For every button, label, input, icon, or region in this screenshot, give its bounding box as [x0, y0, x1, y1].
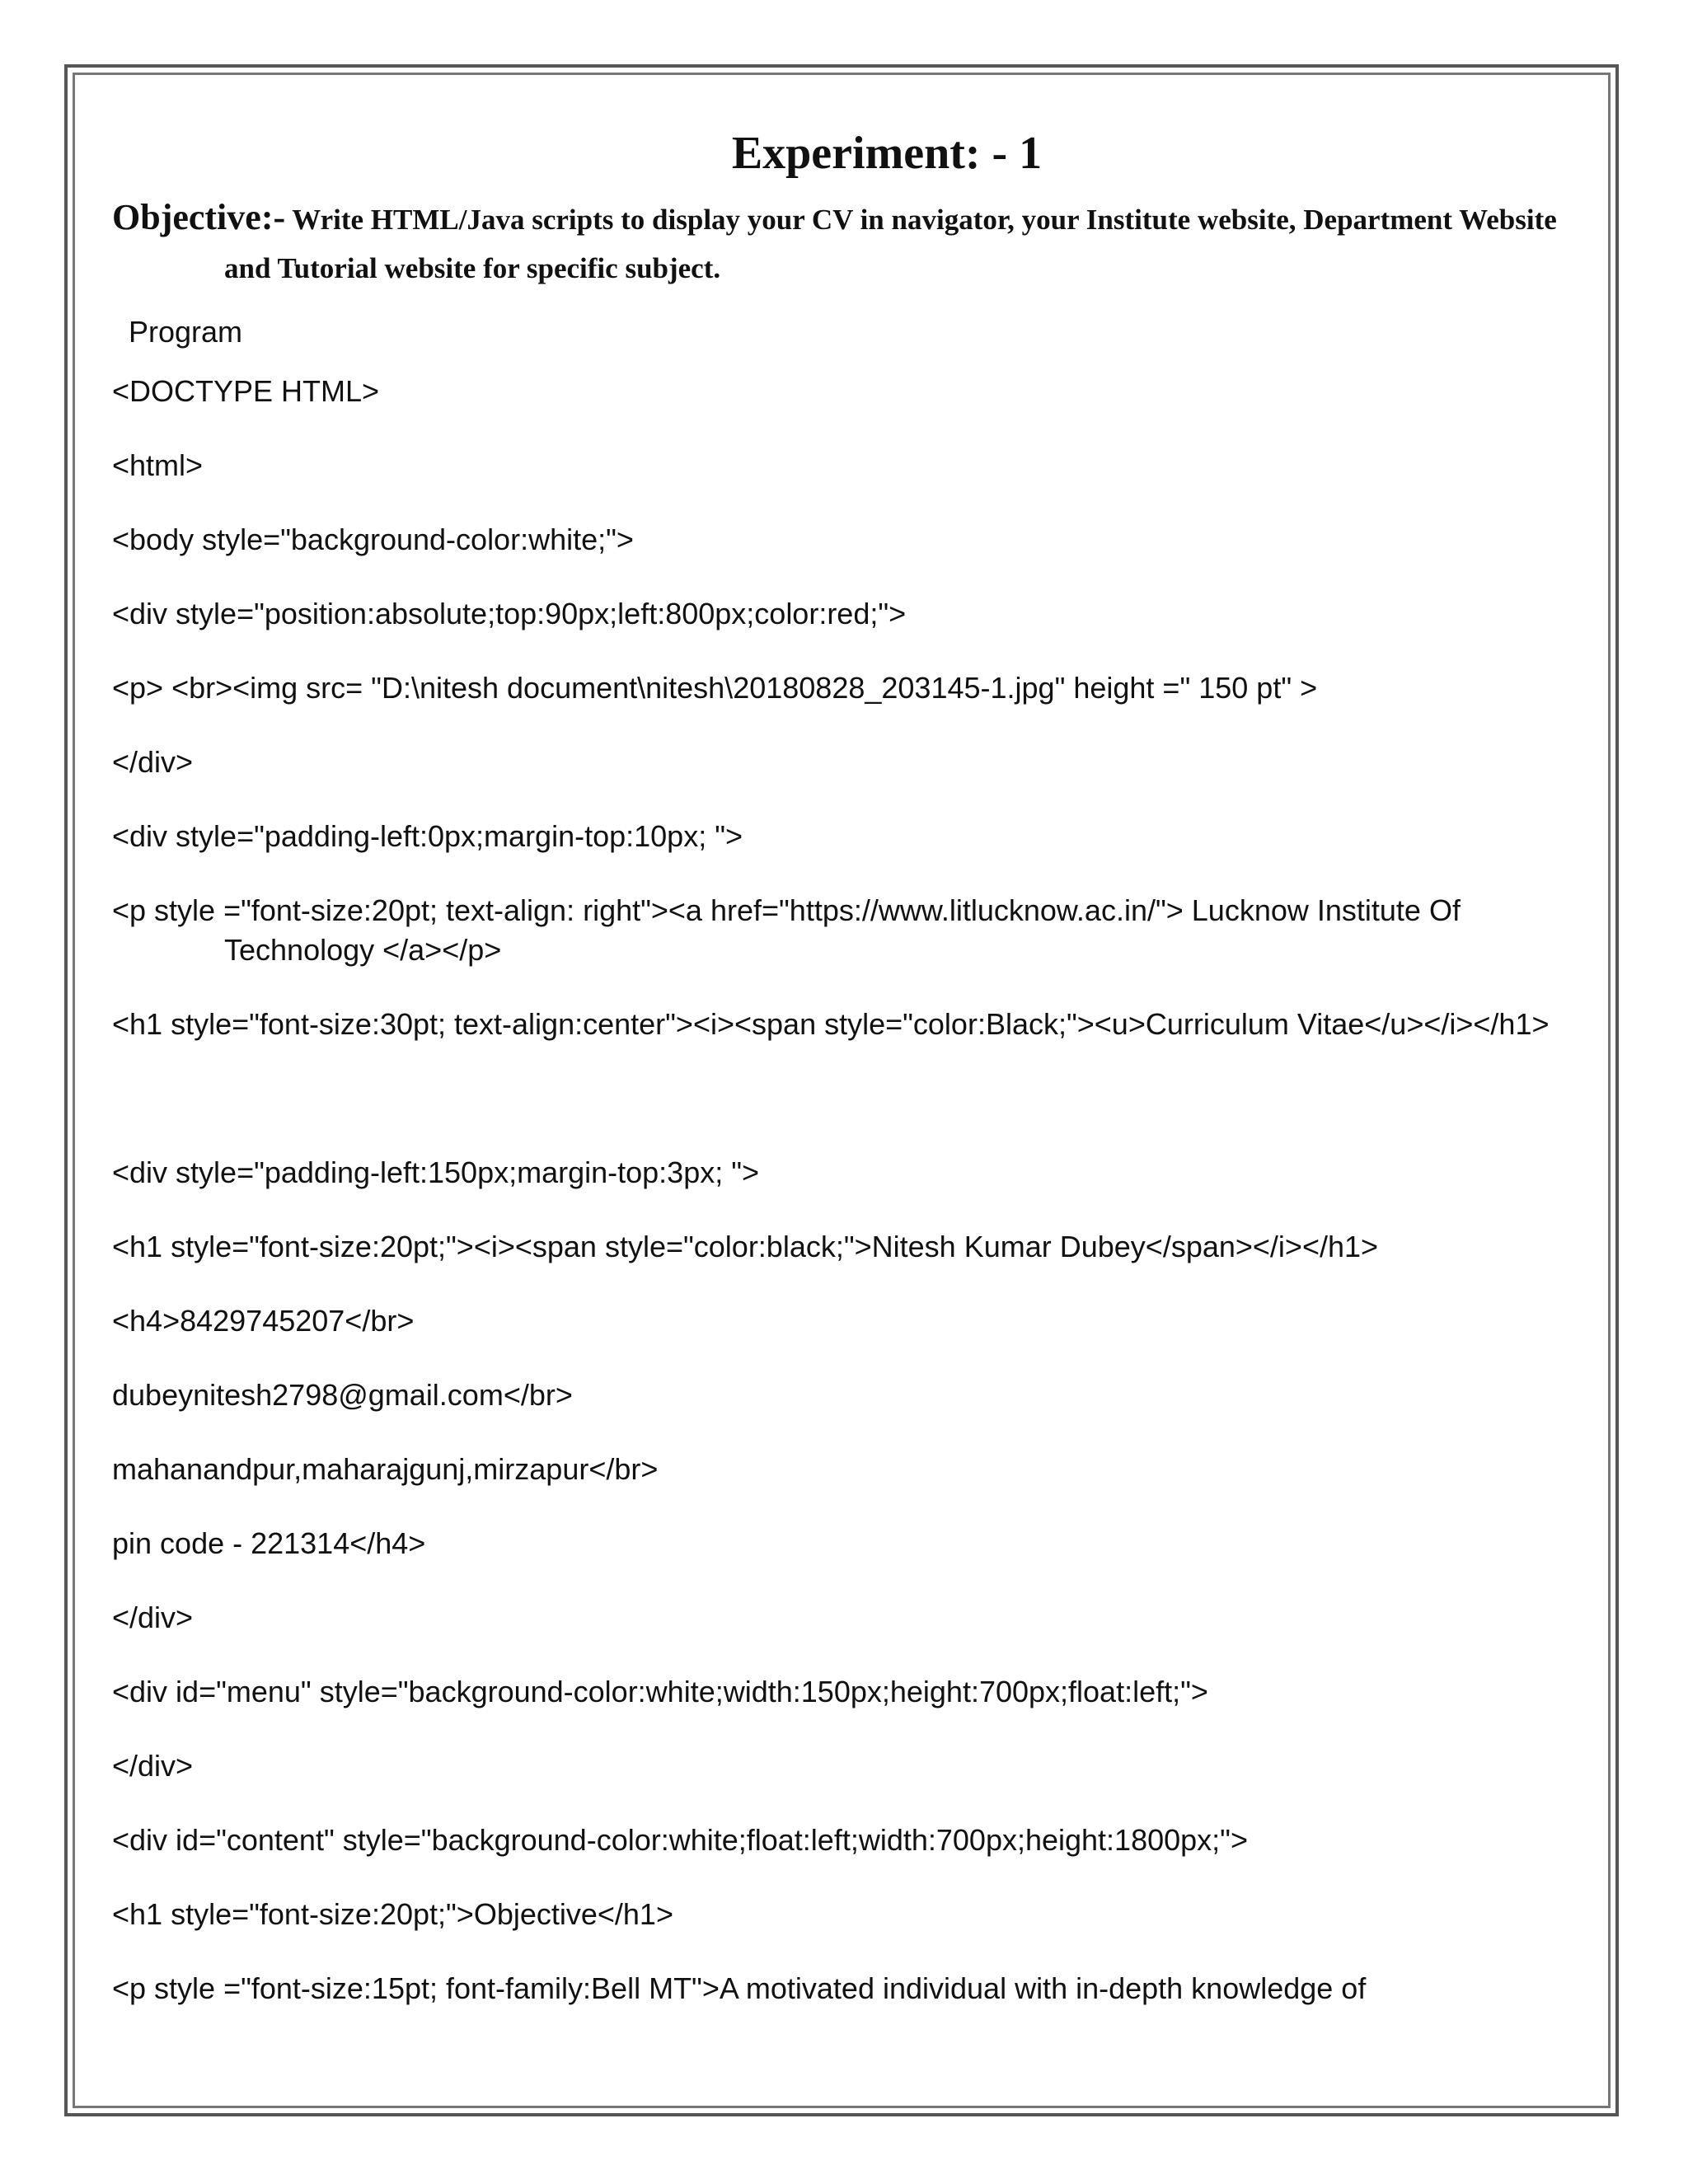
code-line: pin code - 221314</h4> [112, 1526, 426, 1560]
code-line: </div> [112, 745, 194, 779]
objective-label: Objective:- [112, 197, 286, 237]
code-line: <html> [112, 448, 204, 482]
code-line: <DOCTYPE HTML> [112, 374, 380, 408]
objective-text: Write HTML/Java scripts to display your CV in navigator, your Institute website, Department Website and Tutorial website for specific subject. [224, 204, 1557, 284]
code-line: <p style ="font-size:15pt; font-family:Bell MT">A motivated individual with in-depth knowledge of [112, 1971, 1367, 2005]
code-line: <p style ="font-size:20pt; text-align: right"><a href="https://www.litlucknow.ac.in/"> Lucknow Institute Of Technology </a></p> [112, 893, 1461, 967]
code-line: </div> [112, 1601, 194, 1634]
code-line: <h1 style="font-size:20pt;"><i><span style="color:black;">Nitesh Kumar Dubey</span></i></h1> [112, 1230, 1379, 1263]
code-line: <h1 style="font-size:20pt;">Objective</h1> [112, 1897, 673, 1931]
code-line [112, 1079, 1563, 1118]
code-line: </div> [112, 1749, 194, 1783]
program-label: Program [129, 315, 243, 349]
code-line: <div style="padding-left:0px;margin-top:10px; "> [112, 819, 743, 853]
code-line: <div style="padding-left:150px;margin-top:3px; "> [112, 1155, 760, 1189]
document-body [112, 115, 1563, 2043]
code-line: <div id="menu" style="background-color:white;width:150px;height:700px;float:left;"> [112, 1675, 1208, 1708]
code-line: <body style="background-color:white;"> [112, 523, 634, 556]
code-listing [112, 372, 1563, 2008]
objective-paragraph [112, 196, 1563, 296]
code-line: <p> <br><img src= "D:\nitesh document\nitesh\20180828_203145-1.jpg" height =" 150 pt" > [112, 671, 1318, 705]
code-line: dubeynitesh2798@gmail.com</br> [112, 1378, 573, 1412]
code-line: <div style="position:absolute;top:90px;left:800px;color:red;"> [112, 597, 907, 630]
code-line: <h1 style="font-size:30pt; text-align:center"><i><span style="color:Black;"><u>Curriculum Vitae</u></i></h1> [112, 1007, 1550, 1041]
code-line: mahanandpur,maharajgunj,mirzapur</br> [112, 1452, 659, 1486]
page-title: Experiment: - 1 [731, 128, 1043, 179]
code-line: <h4>8429745207</br> [112, 1304, 415, 1338]
code-line: <div id="content" style="background-color:white;float:left;width:700px;height:1800px;"> [112, 1823, 1248, 1857]
